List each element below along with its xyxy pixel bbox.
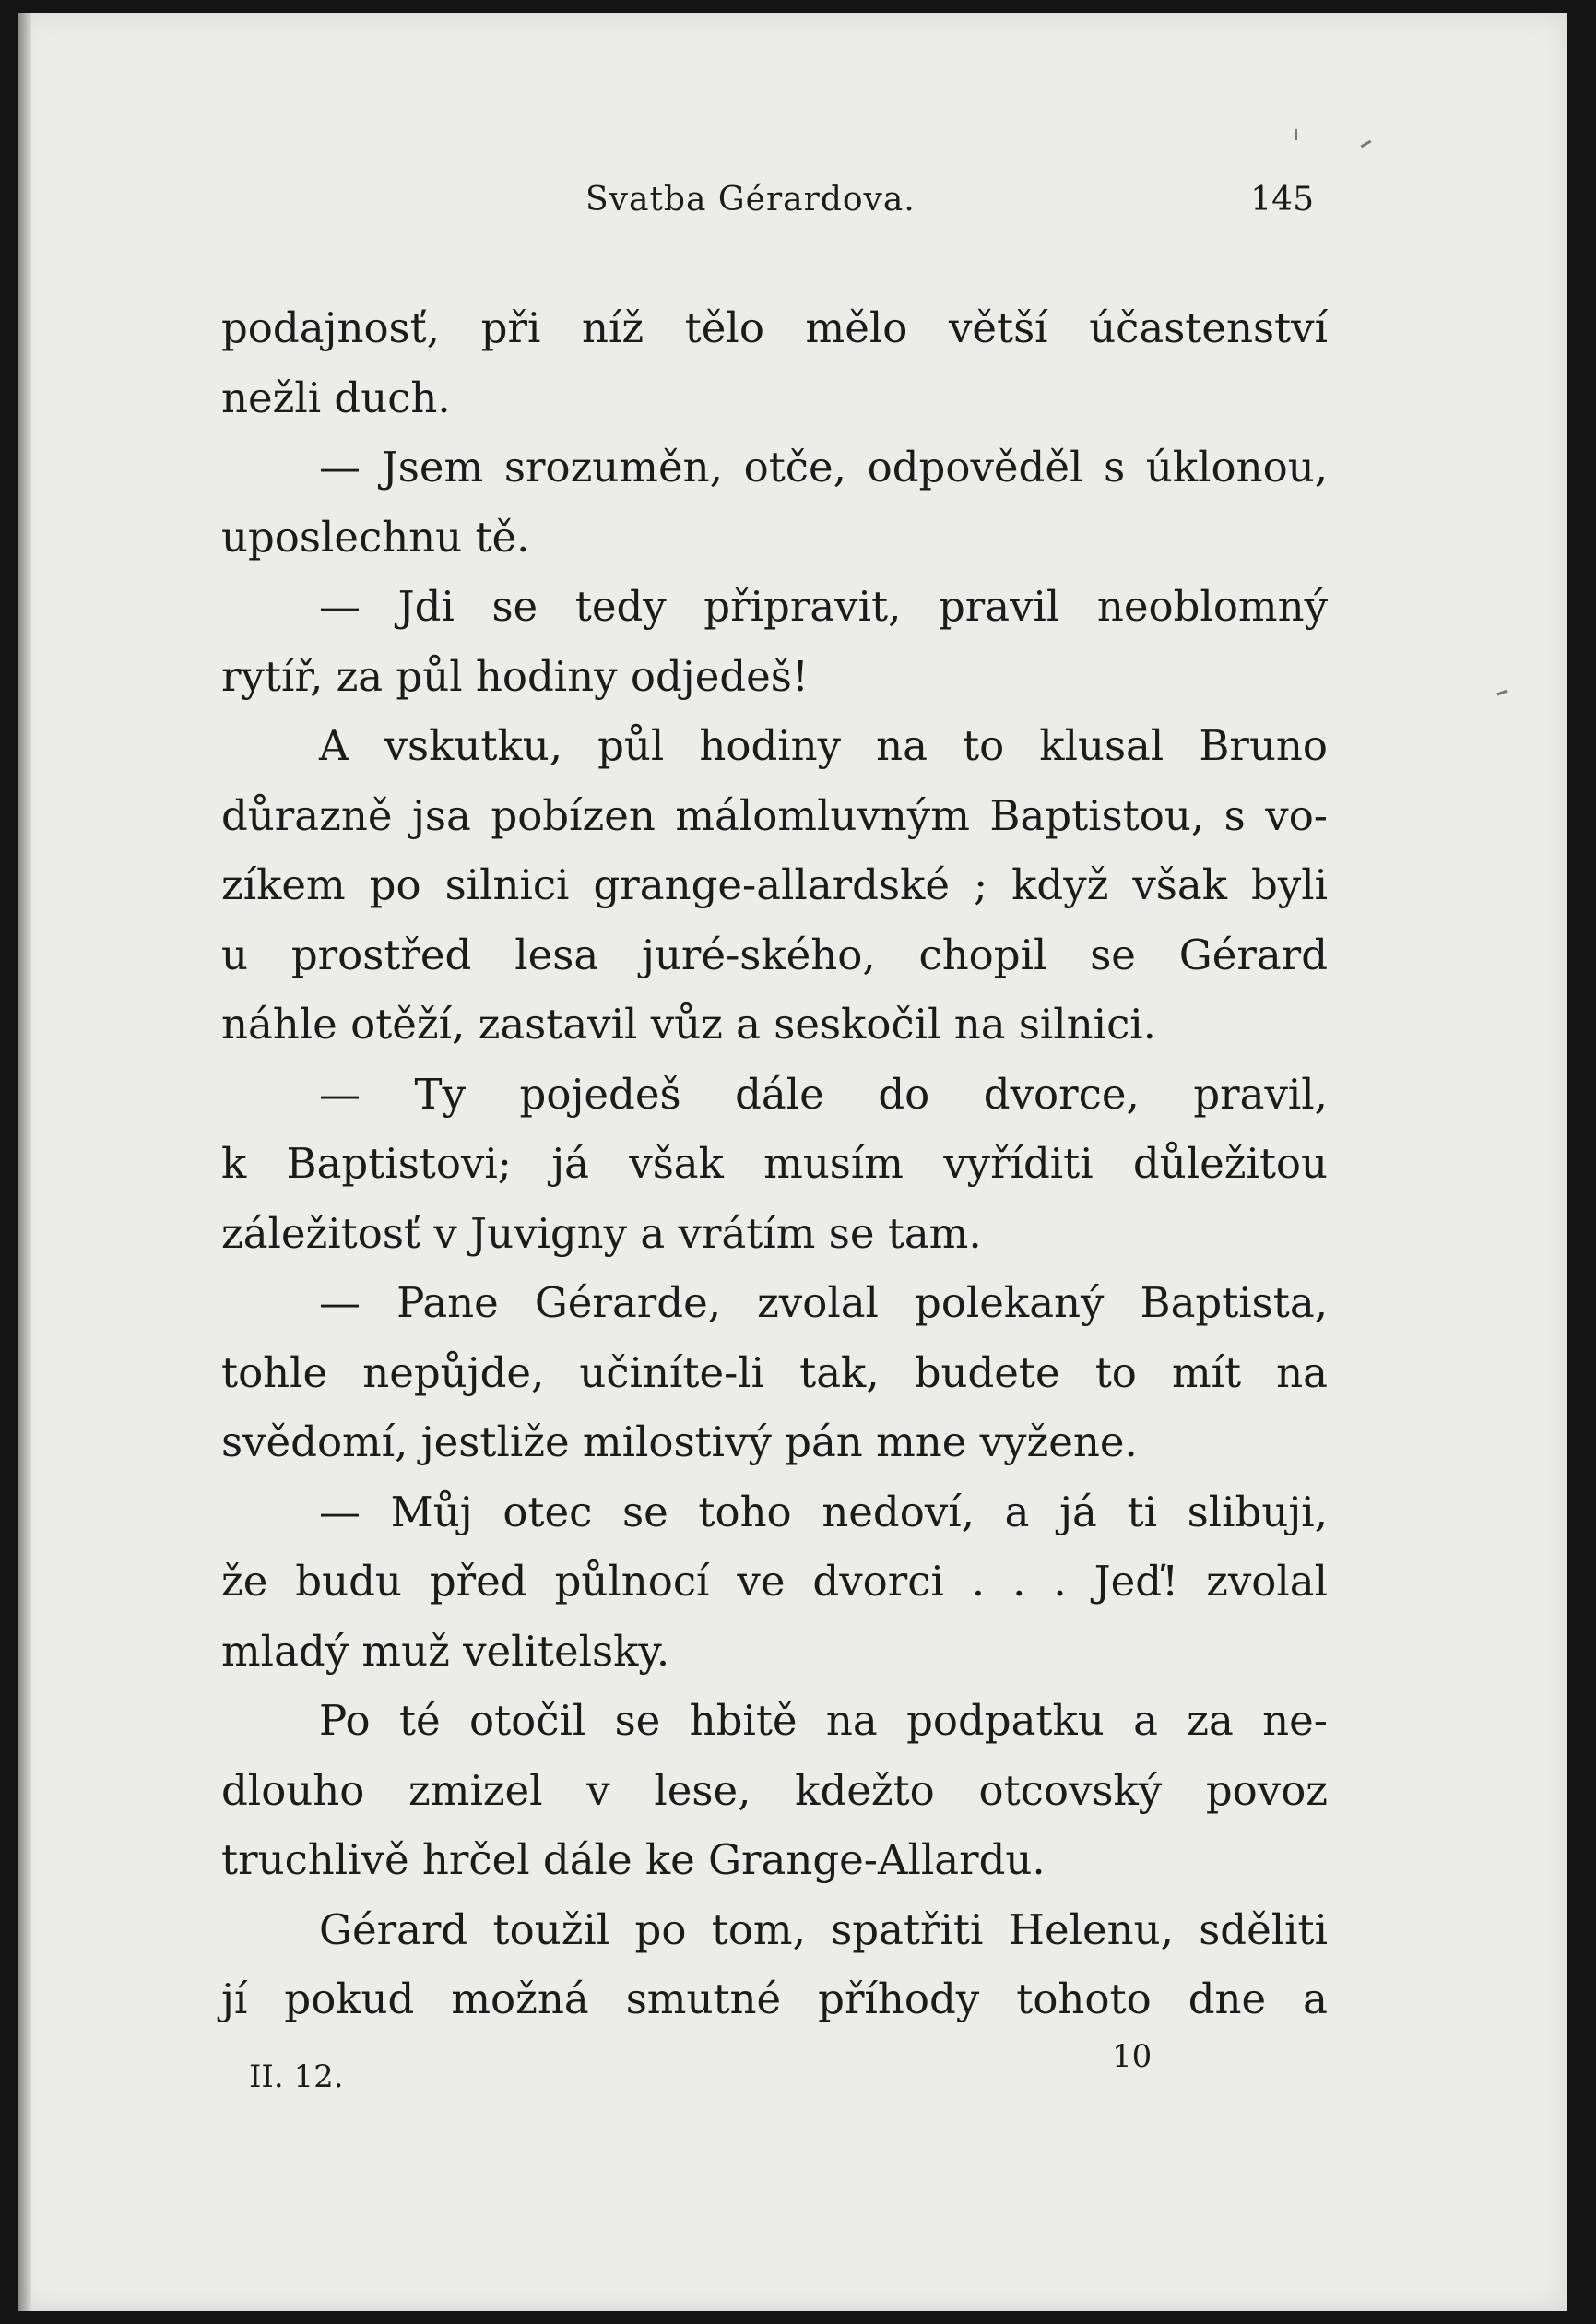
text-line: nežli duch. — [221, 373, 451, 422]
text-line: — Jsem srozuměn, otče, odpověděl s úklonou, — [319, 443, 1328, 492]
running-title: Svatba Gérardova. — [585, 181, 916, 219]
gathering-number: 10 — [1112, 2038, 1153, 2075]
text-line: — Jdi se tedy připravit, pravil neoblomný — [319, 582, 1328, 631]
text-line: — Ty pojedeš dále do dvorce, pravil, — [319, 1069, 1328, 1119]
text-line: svědomí, jestliže milostivý pán mne vyžene. — [221, 1417, 1138, 1466]
text-line: u prostřed lesa juré-ského, chopil se Gérard — [221, 930, 1328, 979]
page-footer — [231, 2038, 1153, 2093]
signature-mark: II. 12. — [249, 2058, 344, 2095]
text-line: k Baptistovi; já však musím vyříditi důležitou — [221, 1139, 1328, 1188]
body-text — [221, 293, 1328, 2034]
text-line: uposlechnu tě. — [221, 512, 530, 562]
text-line: podajnosť, při níž tělo mělo větší účastenství — [221, 303, 1328, 352]
text-line: že budu před půlnocí ve dvorci . . . Jeď! zvolal — [221, 1557, 1328, 1606]
binding-edge — [18, 13, 31, 2311]
text-line: Gérard toužil po tom, spatřiti Helenu, sděliti — [319, 1904, 1328, 1954]
text-line: rytíř, za půl hodiny odjedeš! — [221, 651, 809, 701]
page-number: 145 — [1250, 181, 1314, 219]
text-line: náhle otěží, zastavil vůz a seskočil na silnici. — [221, 1000, 1156, 1049]
text-line: zíkem po silnici grange-allardské ; když však byli — [221, 860, 1328, 909]
running-head — [221, 181, 1328, 227]
text-line: důrazně jsa pobízen málomluvným Baptistou, s vo- — [221, 790, 1328, 840]
text-line: tohle nepůjde, učiníte-li tak, budete to mít na — [221, 1347, 1328, 1397]
scan-speck — [1295, 129, 1297, 140]
text-line: záležitosť v Juvigny a vrátím se tam. — [221, 1208, 982, 1258]
text-line: — Můj otec se toho nedoví, a já ti slibuji, — [319, 1487, 1328, 1536]
text-line: jí pokud možná smutné příhody tohoto dne a — [221, 1974, 1328, 2023]
text-line: Po té otočil se hbitě na podpatku a za ne- — [319, 1696, 1328, 1745]
text-line: A vskutku, půl hodiny na to klusal Bruno — [319, 721, 1328, 770]
text-line: dlouho zmizel v lese, kdežto otcovský povoz — [221, 1765, 1328, 1815]
text-line: mladý muž velitelsky. — [221, 1626, 670, 1676]
text-line: — Pane Gérarde, zvolal polekaný Baptista, — [319, 1278, 1328, 1327]
text-line: truchlivě hrčel dále ke Grange-Allardu. — [221, 1835, 1046, 1884]
